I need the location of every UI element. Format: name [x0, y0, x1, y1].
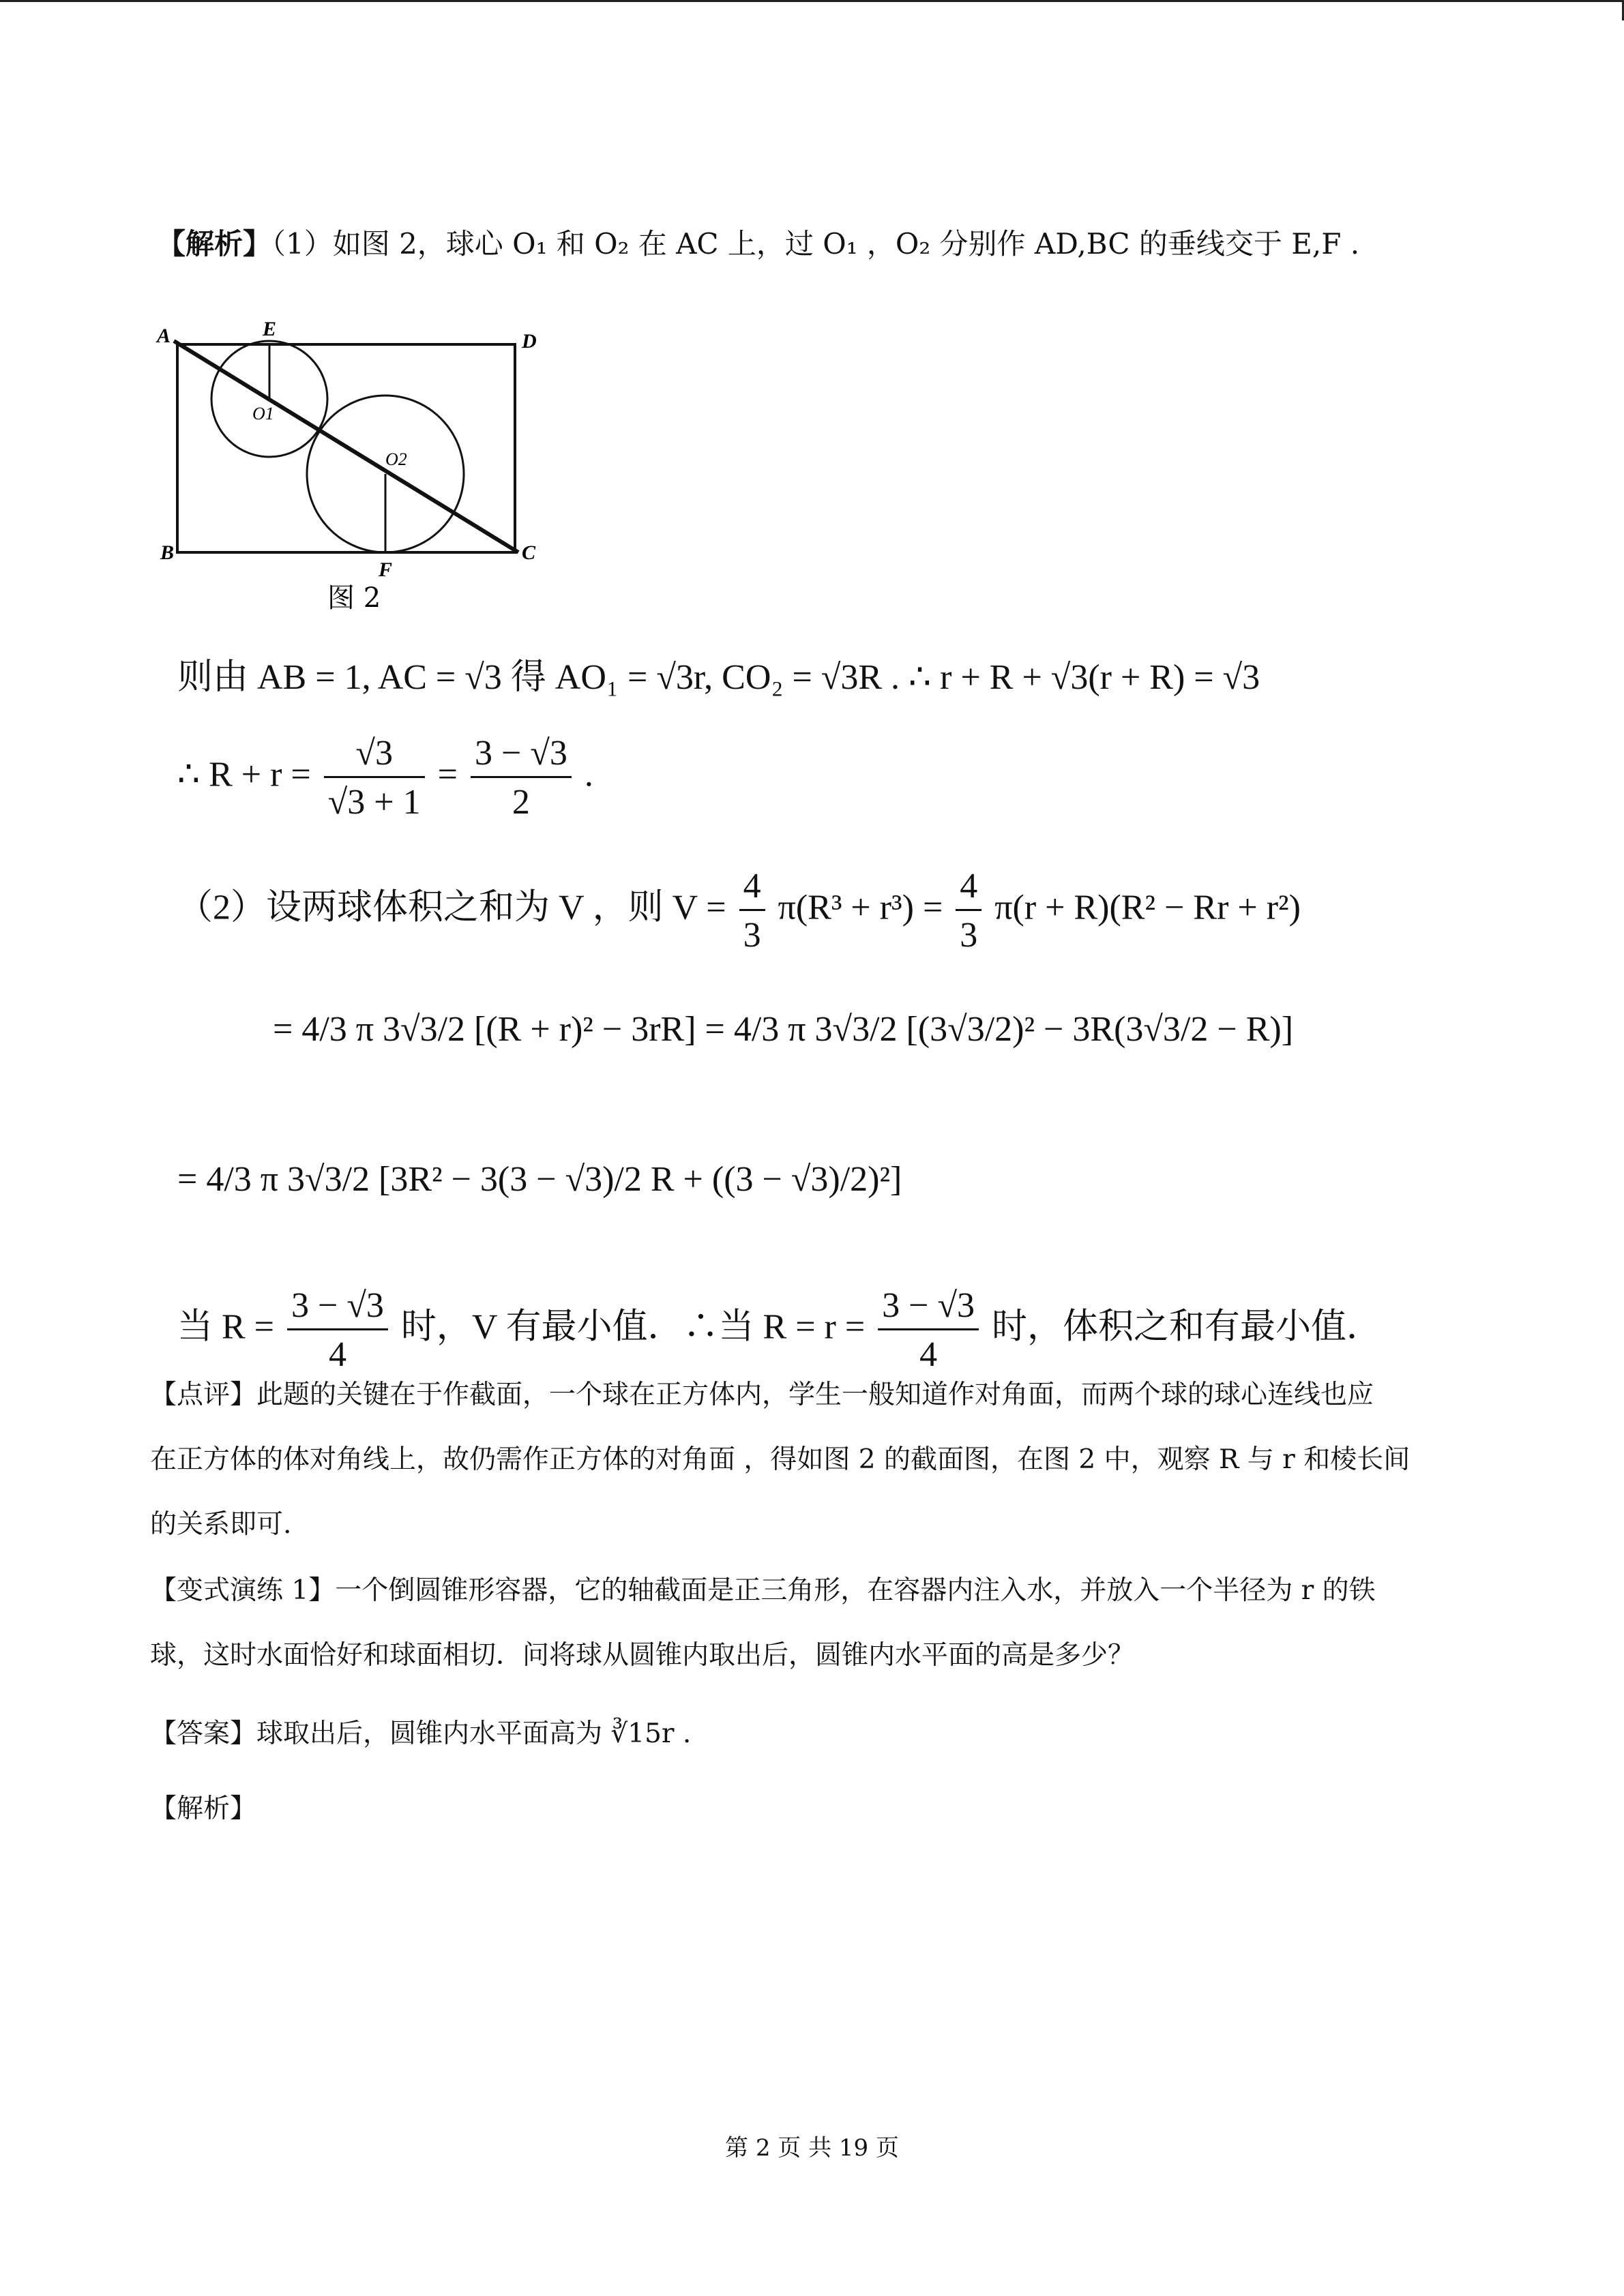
eq3-lead: （2）设两球体积之和为 V ，则 V =	[177, 888, 726, 927]
top-border	[0, 0, 1624, 2]
eq6-frac-1-den: 4	[328, 1335, 346, 1374]
eq2-f2-den: 2	[512, 783, 530, 822]
variant-text-1: 一个倒圆锥形容器，它的轴截面是正三角形，在容器内注入水，并放入一个半径为 r 的铁	[335, 1575, 1376, 1606]
comment-line-1	[150, 1376, 1374, 1414]
eq2-fraction-2	[471, 733, 572, 822]
eq6-a: 当 R =	[177, 1307, 275, 1347]
analysis-heading-text: （1）如图 2，球心 O₁ 和 O₂ 在 AC 上，过 O₁ ，O₂ 分别作 AD,BC 的垂线交于 E,F .	[271, 227, 1360, 260]
variant-line-2: 球，这时水面恰好和球面相切．问将球从圆锥内取出后，圆锥内水平面的高是多少？	[150, 1640, 1135, 1671]
variant-line-1	[150, 1572, 1376, 1610]
eq6-frac-1-num: 3 − √3	[287, 1285, 388, 1330]
eq3-frac-b	[956, 866, 981, 955]
eq3-frac-b-den: 3	[960, 916, 978, 955]
equation-6	[177, 1285, 1382, 1375]
comment-line-3: 的关系即可.	[150, 1509, 292, 1540]
eq3-frac-a-num: 4	[739, 866, 765, 911]
answer-text: 球取出后，圆锥内水平面高为 ∛15r .	[256, 1718, 692, 1749]
eq2-f1-num: √3	[324, 733, 425, 778]
equation-5: = 4/3 π 3√3/2 [3R² − 3(3 − √3)/2 R + ((3 − √3)/2)²]	[177, 1160, 902, 1199]
answer-label: 【答案】	[150, 1718, 257, 1749]
eq3-frac-b-num: 4	[956, 866, 981, 911]
label-o1: O1	[252, 404, 274, 423]
eq3-part-b: π(r + R)(R² − Rr + r²)	[994, 888, 1301, 927]
label-b: B	[160, 541, 175, 564]
page-footer: 第 2 页 共 19 页	[725, 2134, 899, 2162]
comment-line-2: 在正方体的体对角线上，故仍需作正方体的对角面 ，得如图 2 的截面图，在图 2 中，观察 R 与 r 和棱长间	[150, 1444, 1411, 1475]
figure-2	[153, 307, 563, 621]
label-o2: O2	[385, 449, 407, 469]
variant-label: 【变式演练 1】	[150, 1575, 336, 1606]
label-e: E	[263, 318, 277, 340]
equation-4: = 4/3 π 3√3/2 [(R + r)² − 3rR] = 4/3 π 3√3/2 [(3√3/2)² − 3R(3√3/2 − R)]	[273, 1010, 1294, 1049]
eq6-frac-1	[287, 1285, 388, 1375]
label-a: A	[157, 325, 171, 347]
eq2-f2-num: 3 − √3	[471, 733, 572, 778]
eq6-b: 时，V 有最小值．∴当 R = r =	[400, 1307, 866, 1347]
comment-label: 【点评】	[150, 1380, 257, 1410]
eq3-frac-a	[739, 866, 765, 955]
label-c: C	[522, 541, 536, 564]
eq3-frac-a-den: 3	[743, 916, 761, 955]
comment-text-1: 此题的关键在于作截面，一个球在正方体内，学生一般知道作对角面，而两个球的球心连线也应	[256, 1380, 1374, 1410]
eq6-c: 时，体积之和有最小值．	[992, 1307, 1383, 1347]
eq2-tail: .	[584, 755, 593, 794]
answer-line	[150, 1715, 691, 1753]
eq2-fraction-1	[324, 733, 425, 822]
analysis-heading	[157, 225, 1359, 263]
equation-2: ∴ R + r = $\frac{√3}{√3 + 1}$ = $\frac{3 - √3}{2}$ .	[177, 734, 593, 822]
equation-1: 则由 AB = 1, AC = √3 得 AO₁ = √3r, CO₂ = √3R . ∴ r + R + √3(r + R) = √3	[177, 658, 1260, 697]
eq6-frac-2-num: 3 − √3	[878, 1285, 979, 1330]
eq2-lhs: ∴ R + r =	[177, 755, 311, 794]
eq3-part-a: π(R³ + r³) =	[778, 888, 943, 927]
label-f: F	[379, 558, 393, 581]
equation-3	[177, 866, 1301, 955]
eq6-frac-2-den: 4	[919, 1335, 938, 1374]
diagonal-ac	[174, 341, 518, 552]
analysis-label: 【解析】	[157, 227, 272, 260]
eq2-f1-den: √3 + 1	[327, 783, 421, 822]
label-d: D	[522, 330, 537, 353]
eq6-frac-2	[878, 1285, 979, 1375]
analysis2-label: 【解析】	[150, 1793, 257, 1824]
figure-caption: 图 2	[327, 582, 381, 614]
